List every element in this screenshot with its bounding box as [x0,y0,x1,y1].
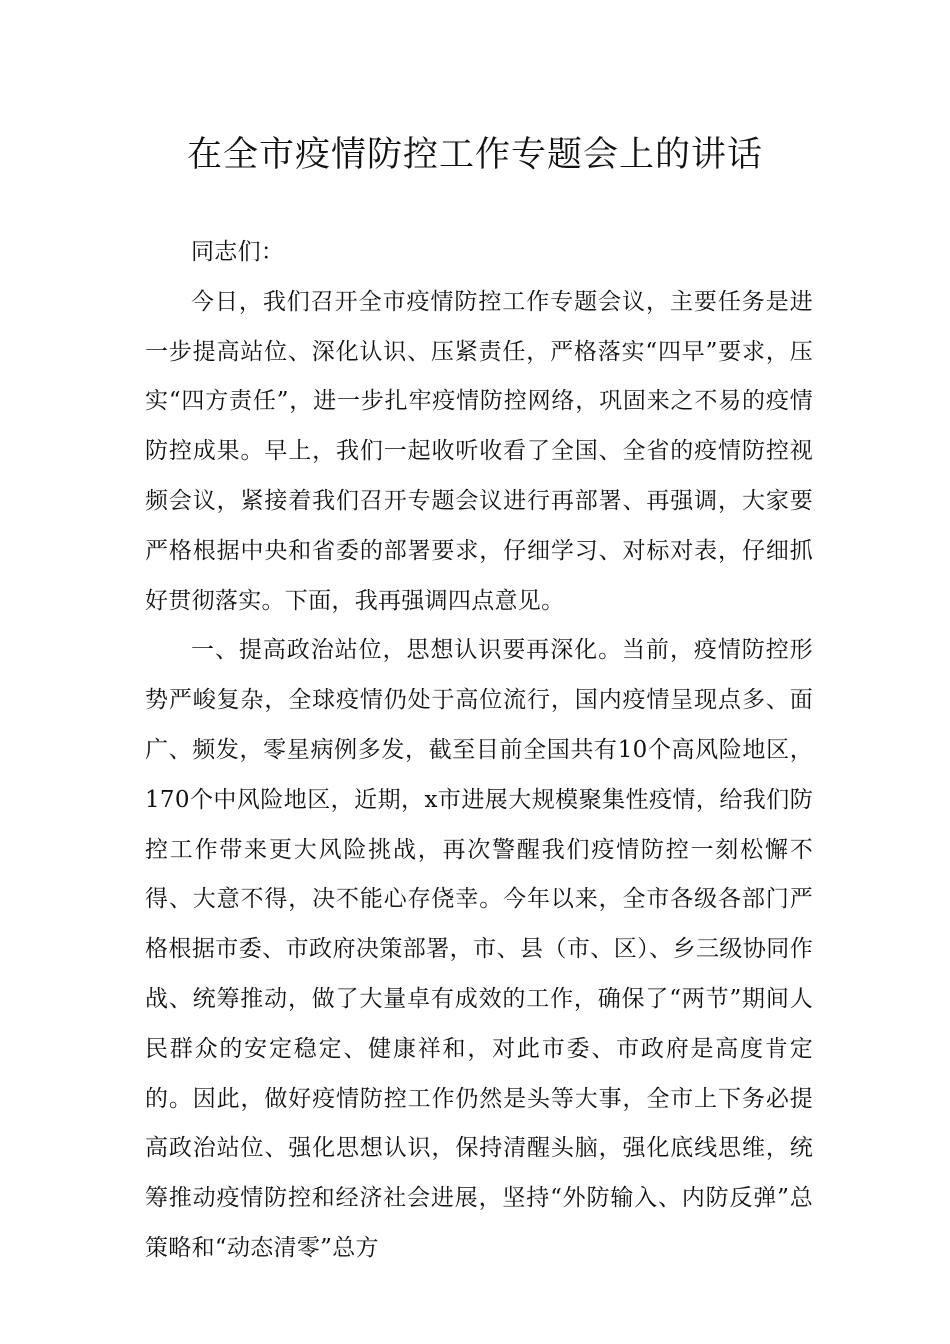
document-body [145,228,813,1274]
paragraph-2: 一、提高政治站位，思想认识要再深化。当前，疫情防控形势严峻复杂，全球疫情仍处于高位流行，国内疫情呈现点多、面广、频发，零星病例多发，截至目前全国共有10个高风险地区，170个中风险地区，近期，x市进展大规模聚集性疫情，给我们防控工作带来更大风险挑战，再次警醒我们疫情防控一刻松懈不得、大意不得，决不能心存侥幸。今年以来，全市各级各部门严格根据市委、市政府决策部署，市、县（市、区）、乡三级协同作战、统筹推动，做了大量卓有成效的工作，确保了“两节”期间人民群众的安定稳定、健康祥和，对此市委、市政府是高度肯定的。因此，做好疫情防控工作仍然是头等大事，全市上下务必提高政治站位、强化思想认识，保持清醒头脑，强化底线思维，统筹推动疫情防控和经济社会进展，坚持“外防输入、内防反弹”总策略和“动态清零”总方 [145,637,813,1261]
salutation: 同志们： [191,239,285,265]
paragraph-1: 今日，我们召开全市疫情防控工作专题会议，主要任务是进一步提高站位、深化认识、压紧责任，严格落实“四早”要求，压实“四方责任”，进一步扎牢疫情防控网络，巩固来之不易的疫情防控成果。早上，我们一起收听收看了全国、全省的疫情防控视频会议，紧接着我们召开专题会议进行再部署、再强调，大家要严格根据中央和省委的部署要求，仔细学习、对标对表，仔细抓好贯彻落实。下面，我再强调四点意见。 [145,288,813,614]
document-title: 在全市疫情防控工作专题会上的讲话 [186,135,763,175]
